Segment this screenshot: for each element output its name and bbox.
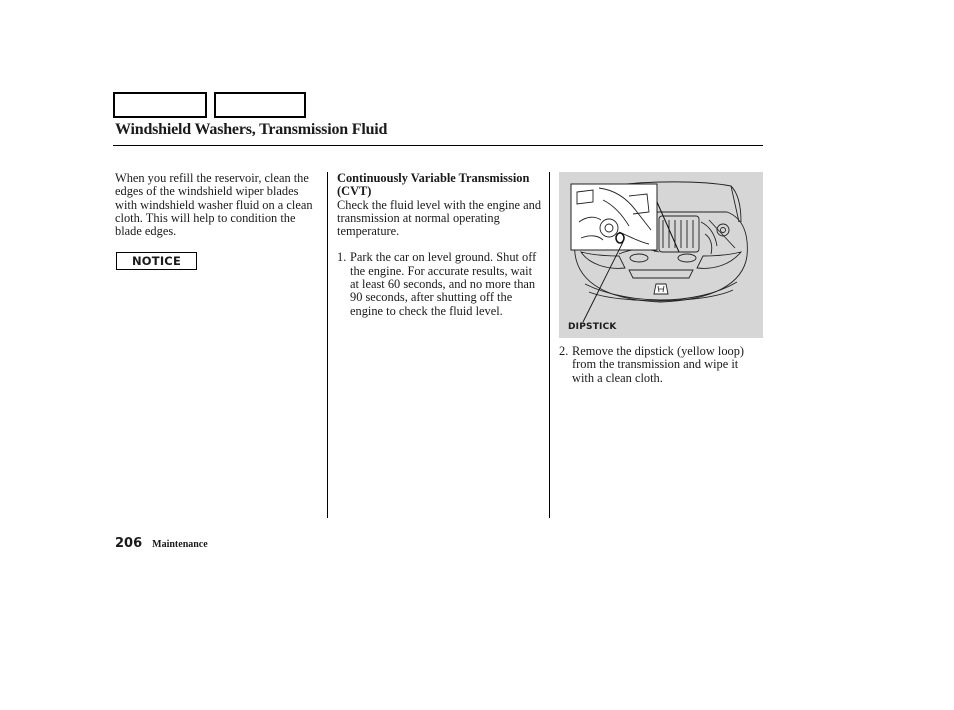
section-name: Maintenance (152, 539, 208, 550)
cvt-subhead: Continuously Variable Transmission (CVT) (337, 171, 530, 199)
step-1-text: Park the car on level ground. Shut off the engine. For accurate results, wait at least 60 seconds, and no more than 90 seconds, after shutting off the engine to check the fluid level. (350, 250, 537, 318)
engine-bay-illustration (559, 172, 763, 338)
steps-list-2 (559, 345, 763, 385)
column-1 (115, 172, 321, 238)
column-2 (337, 172, 543, 318)
dipstick-label: DIPSTICK (568, 322, 617, 332)
page-footer (115, 536, 208, 551)
column-divider-2 (549, 172, 550, 518)
nav-tab-2[interactable] (214, 92, 306, 118)
column-3 (559, 345, 763, 385)
step-2-text: Remove the dipstick (yellow loop) from the transmission and wipe it with a clean cloth. (572, 344, 745, 385)
column-divider-1 (327, 172, 328, 518)
notice-badge: NOTICE (116, 252, 197, 270)
step-2-number: 2. (559, 344, 569, 358)
engine-figure (559, 172, 763, 338)
page-title: Windshield Washers, Transmission Fluid (115, 121, 388, 138)
steps-list (337, 251, 543, 317)
title-rule (113, 145, 763, 146)
page-number: 206 (115, 536, 143, 551)
step-2 (559, 345, 763, 385)
cvt-intro: Check the fluid level with the engine and transmission at normal operating temperature. (337, 197, 542, 239)
wiper-paragraph: When you refill the reservoir, clean the edges of the windshield wiper blades with windshield washer fluid on a clean cloth. This will help to condition the blade edges. (115, 171, 313, 239)
nav-tab-1[interactable] (113, 92, 207, 118)
step-1 (337, 251, 543, 317)
honda-logo-icon (654, 284, 668, 294)
step-1-number: 1. (337, 250, 347, 265)
